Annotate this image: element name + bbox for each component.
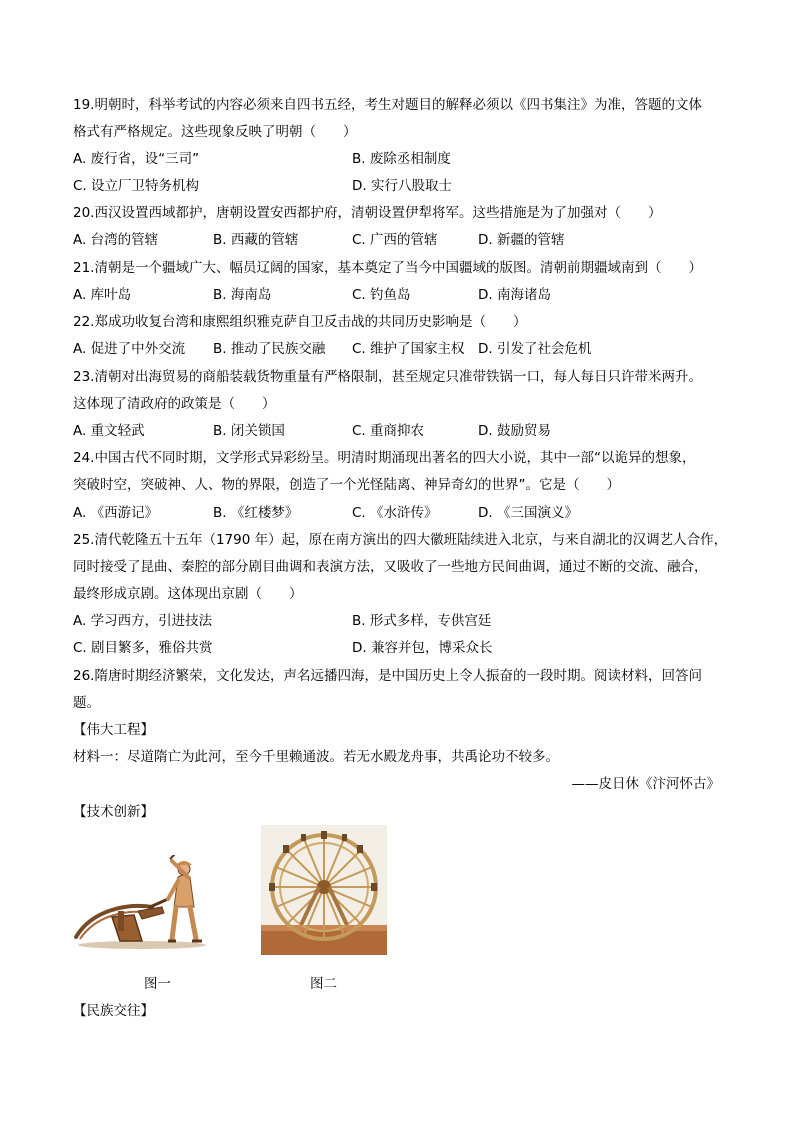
q19-option-a: A. 废行省，设“三司” (73, 151, 200, 167)
q21-option-b: B. 海南岛 (213, 287, 272, 303)
q25-option-a: A. 学习西方，引进技法 (73, 613, 213, 629)
q25-option-d: D. 兼容并包，博采众长 (352, 640, 493, 656)
material-one-source: ——皮日休《汴河怀古》 (571, 776, 720, 792)
q25-stem-line1: 25.清代乾隆五十五年（1790 年）起，原在南方演出的四大徽班陆续进入北京，与来自湖北的汉调艺人合作， (73, 532, 728, 548)
q23-option-b: B. 闭关锁国 (213, 423, 285, 439)
q24-stem-line1: 24.中国古代不同时期，文学形式异彩纷呈。明清时期涌现出著名的四大小说，其中一部“以诡异的想象， (73, 450, 696, 466)
q24-option-d: D. 《三国演义》 (478, 505, 578, 521)
section-ethnic-exchange: 【民族交往】 (73, 1003, 154, 1019)
q23-stem-line1: 23.清朝对出海贸易的商船装载货物重量有严格限制，甚至规定只准带铁锅一口，每人每日只许带米两升。 (73, 369, 702, 385)
q19-option-b: B. 废除丞相制度 (352, 151, 451, 167)
section-tech-innovation: 【技术创新】 (73, 804, 154, 820)
q20-option-c: C. 广西的管辖 (352, 232, 438, 248)
q25-option-b: B. 形式多样，专供宫廷 (352, 613, 492, 629)
q19-option-d: D. 实行八股取士 (352, 178, 452, 194)
q25-stem-line3: 最终形成京剧。这体现出京剧（ ） (73, 586, 303, 602)
q23-stem-line2: 这体现了清政府的政策是（ ） (73, 396, 276, 412)
q23-option-a: A. 重文轻武 (73, 423, 145, 439)
q22-option-d: D. 引发了社会危机 (478, 341, 592, 357)
q20-stem: 20.西汉设置西域都护，唐朝设置安西都护府，清朝设置伊犁将军。这些措施是为了加强对（ ） (73, 205, 662, 221)
q20-option-a: A. 台湾的管辖 (73, 232, 159, 248)
q21-option-d: D. 南海诸岛 (478, 287, 551, 303)
section-great-project: 【伟大工程】 (73, 722, 154, 738)
q24-option-b: B. 《红楼梦》 (213, 505, 299, 521)
q25-option-c: C. 剧目繁多，雅俗共赏 (73, 640, 213, 656)
q20-option-b: B. 西藏的管辖 (213, 232, 299, 248)
q25-stem-line2: 同时接受了昆曲、秦腔的部分剧目曲调和表演方法，又吸收了一些地方民间曲调，通过不断的交流、融合， (73, 559, 708, 575)
figure-one-caption: 图一 (144, 976, 171, 992)
material-one: 材料一：尽道隋亡为此河，至今千里赖通波。若无水殿龙舟事，共禹论功不较多。 (73, 749, 559, 765)
curved-plough-illustration (72, 855, 218, 951)
q24-stem-line2: 突破时空，突破神、人、物的界限，创造了一个光怪陆离、神异奇幻的世界”。它是（ ） (73, 477, 620, 493)
q21-stem: 21.清朝是一个疆域广大、幅员辽阔的国家，基本奠定了当今中国疆域的版图。清朝前期疆域南到（ ） (73, 260, 702, 276)
q19-stem-line2: 格式有严格规定。这些现象反映了明朝（ ） (73, 124, 357, 140)
q19-option-c: C. 设立厂卫特务机构 (73, 178, 200, 194)
water-wheel-illustration (261, 825, 387, 955)
q26-stem-line1: 26.隋唐时期经济繁荣，文化发达，声名远播四海，是中国历史上令人振奋的一段时期。阅读材料，回答问 (73, 668, 702, 684)
q24-option-c: C. 《水浒传》 (352, 505, 438, 521)
q19-stem-line1: 19.明朝时，科举考试的内容必须来自四书五经，考生对题目的解释必须以《四书集注》为准，答题的文体 (73, 97, 702, 113)
figure-two-caption: 图二 (310, 976, 337, 992)
q21-option-a: A. 库叶岛 (73, 287, 132, 303)
q22-option-a: A. 促进了中外交流 (73, 341, 186, 357)
q22-option-c: C. 维护了国家主权 (352, 341, 465, 357)
q21-option-c: C. 钓鱼岛 (352, 287, 411, 303)
q26-stem-line2: 题。 (73, 695, 100, 711)
q23-option-d: D. 鼓励贸易 (478, 423, 551, 439)
q24-option-a: A. 《西游记》 (73, 505, 159, 521)
q20-option-d: D. 新疆的管辖 (478, 232, 565, 248)
q23-option-c: C. 重商抑农 (352, 423, 425, 439)
q22-stem: 22.郑成功收复台湾和康熙组织雅克萨自卫反击战的共同历史影响是（ ） (73, 314, 527, 330)
q22-option-b: B. 推动了民族交融 (213, 341, 326, 357)
